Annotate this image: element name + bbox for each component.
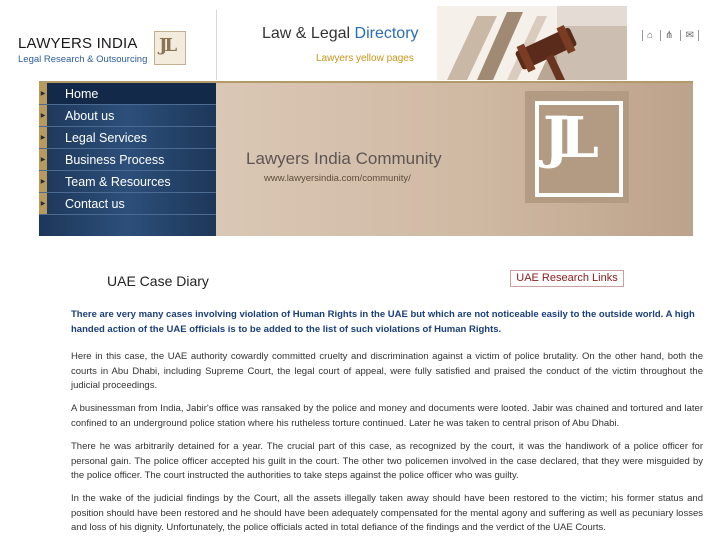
body-paragraph: A businessman from India, Jabir's office was ransaked by the police and money and documents were looted. Jabir was chained and tortured and later confined to an underground police station where his rutheless torture continued. Later he was taken to central prison of Abu Dhabi. — [71, 403, 703, 429]
arrow-icon: ▶ — [39, 193, 47, 214]
nav-item-label: Team & Resources — [65, 174, 171, 189]
nav-item-label: Business Process — [65, 152, 165, 167]
research-links-button[interactable]: UAE Research Links — [510, 270, 624, 287]
nav-item-label: Contact us — [65, 196, 125, 211]
header-divider — [216, 10, 217, 80]
gavel-illustration — [437, 6, 627, 80]
arrow-icon: ▶ — [39, 149, 47, 170]
directory-title-main: Law & Legal — [262, 25, 355, 42]
banner-url: www.lawyersindia.com/community/ — [264, 173, 411, 184]
banner-logo-text: JL — [543, 105, 589, 171]
nav-item-label: Legal Services — [65, 130, 147, 145]
sitemap-icon[interactable]: ⋔ — [660, 30, 677, 41]
nav-item-label: About us — [65, 108, 115, 123]
banner-logo — [525, 91, 629, 203]
banner-title: Lawyers India Community — [246, 149, 442, 168]
top-utility-icons — [642, 30, 699, 41]
brand-name[interactable]: LAWYERS INDIA — [18, 35, 138, 52]
nav-item-label: Home — [65, 86, 99, 101]
contact-icon[interactable]: ✉ — [680, 30, 698, 41]
nav-item-home[interactable] — [39, 83, 216, 105]
brand-logo-text: JL — [159, 35, 175, 56]
intro-paragraph: There are very many cases involving violation of Human Rights in the UAE but which are not noticeable easily to the outside world. A high handed action of the UAE officials is to be added to the list of such violations of Human Rights. — [71, 309, 695, 335]
arrow-icon: ▶ — [39, 83, 47, 104]
arrow-icon: ▶ — [39, 105, 47, 126]
nav-item-about[interactable] — [39, 105, 216, 127]
directory-title[interactable] — [262, 25, 419, 43]
arrow-icon: ▶ — [39, 127, 47, 148]
body-paragraph: There he was arbitrarily detained for a year. The crucial part of this case, as recognized by the court, it was the handiwork of a police officer for personal gain. The police officer accepted his guilt in the court. The other two policemen involved in the case declared, that they were misguided by the police officer. The court instructed the authorities to take steps against the police officer who was guilty. — [71, 441, 703, 481]
nav-item-team-resources[interactable] — [39, 171, 216, 193]
main-navigation — [39, 83, 216, 236]
page-title: UAE Case Diary — [107, 273, 209, 289]
site-header — [0, 0, 727, 82]
directory-title-highlight: Directory — [354, 25, 419, 42]
nav-item-business-process[interactable] — [39, 149, 216, 171]
home-icon[interactable]: ⌂ — [642, 30, 657, 41]
directory-subtitle: Lawyers yellow pages — [316, 53, 414, 64]
body-paragraph: Here in this case, the UAE authority cowardly committed cruelty and discrimination against a victim of police brutality. On the other hand, both the courts in Abu Dhabi, including Supreme Court, the legal court of appeal, were fully satisfied and praised the conduct of the victim throughout the judicial proceedings. — [71, 351, 703, 391]
nav-item-legal-services[interactable] — [39, 127, 216, 149]
arrow-icon: ▶ — [39, 171, 47, 192]
nav-item-contact[interactable] — [39, 193, 216, 215]
brand-tagline: Legal Research & Outsourcing — [18, 54, 148, 65]
brand-logo[interactable] — [154, 31, 186, 65]
community-banner[interactable] — [216, 83, 693, 236]
body-paragraph: In the wake of the judicial findings by the Court, all the assets illegally taken away should have been restored to the victim; his former status and position should have been restored and he should have been adequately compensated for the mental agony and suffering as well as pecuniary losses and loss of his dignity. Unfortunately, the police officials acted in total defiance of the findings and the verdict of the UAE Courts. — [71, 493, 703, 533]
